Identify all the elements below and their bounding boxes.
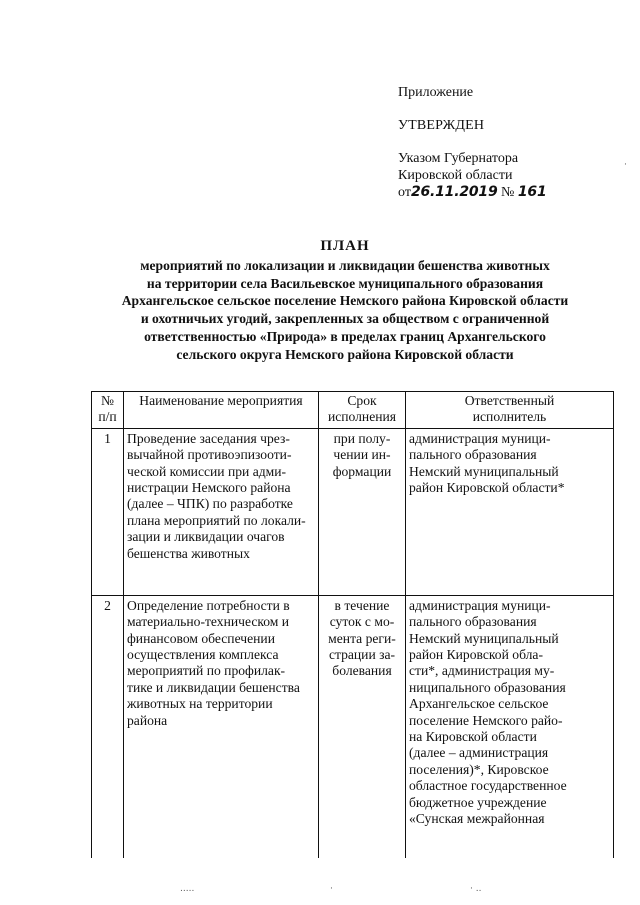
header-num: № п/п	[92, 392, 124, 429]
subtitle-line: ответственностью «Природа» в пределах границ Архангельского	[144, 328, 546, 344]
plan-subtitle	[90, 257, 600, 363]
subtitle-line: сельского округа Немского района Кировской области	[176, 346, 514, 362]
table-header-row	[92, 392, 614, 429]
scan-speck: ·	[330, 884, 333, 894]
date-prefix: от	[398, 185, 411, 200]
header-term: Срок исполнения	[319, 392, 406, 429]
decree-date-row	[398, 184, 618, 201]
header-responsible: Ответственный исполнитель	[406, 392, 614, 429]
header-name: Наименование мероприятия	[124, 392, 319, 429]
row-activity: Проведение заседания чрез- вычайной противоэпизооти- ческой комиссии при адми- нистрации Немского района (далее – ЧПК) по разработке плана мероприятий по локали- зации и ликвидации очагов бешенства животных	[124, 428, 319, 595]
subtitle-line: и охотничьих угодий, закрепленных за обществом с ограниченной	[140, 311, 550, 327]
subtitle-line: на территории села Васильевское муниципального образования	[146, 275, 544, 291]
decree-line-1: Указом Губернатора	[398, 151, 519, 166]
scan-speck: ·	[624, 160, 627, 170]
number-prefix: №	[501, 185, 515, 200]
scan-speck: .....	[180, 884, 195, 894]
subtitle-line: Архангельское сельское поселение Немского района Кировской области	[121, 293, 569, 309]
row-activity: Определение потребности в материально-техническом и финансовом обеспечении осуществления комплекса мероприятий по профилак- тике и ликвидации бешенства животных на территории района	[124, 595, 319, 858]
plan-table	[91, 391, 614, 858]
plan-heading: ПЛАН	[320, 238, 370, 254]
row-responsible: администрация муници- пального образования Немский муниципальный район Кировской обла- сти*, администрация му- ниципального образования Архангельское сельское поселение Немского райо- на Кировской области (далее – администрация поселения)*, Кировское областное государственное бюджетное учреждение «Сунская межрайонная	[406, 595, 614, 858]
row-num: 1	[92, 428, 124, 595]
row-term: при полу- чении ин- формации	[319, 428, 406, 595]
table-row	[92, 428, 614, 595]
row-num: 2	[92, 595, 124, 858]
handwritten-date: 26.11.2019	[410, 184, 498, 200]
appendix-label: Приложение	[398, 85, 474, 100]
scan-speck: · ..	[470, 884, 482, 894]
decree-line-2: Кировской области	[398, 168, 513, 183]
subtitle-line: мероприятий по локализации и ликвидации бешенства животных	[140, 258, 550, 273]
handwritten-number: 161	[517, 184, 547, 200]
row-term: в течение суток с мо- мента реги- страции за- болевания	[319, 595, 406, 858]
plan-title	[90, 238, 600, 363]
approved-label: УТВЕРЖДЕН	[398, 118, 485, 133]
row-responsible: администрация муници- пального образования Немский муниципальный район Кировской области*	[406, 428, 614, 595]
table-row	[92, 595, 614, 858]
approval-header	[398, 84, 618, 201]
